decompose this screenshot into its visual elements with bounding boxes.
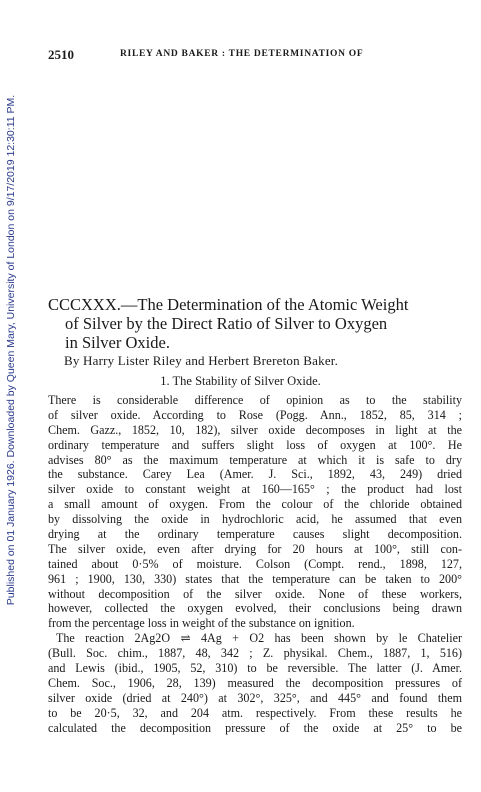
body-line: a small amount of oxygen. From the colour of the chloride obtained [48,497,462,512]
page-number: 2510 [48,47,74,62]
section-heading: 1. The Stability of Silver Oxide. [160,374,321,388]
body-line: The reaction 2Ag2O ⇌ 4Ag + O2 has been shown by le Chatelier [56,631,462,646]
body-line: silver oxide (dried at 240°) at 302°, 325°, and 445° and found them [48,690,462,705]
body-line: calculated the decomposition pressure of the oxide at 25° to be [48,720,462,735]
body-line: advises 80° as the maximum temperature at which it is safe to dry [48,452,462,467]
body-text [48,393,462,735]
body-line: There is considerable difference of opinion as to the stability [48,393,462,407]
download-stamp-text: Published on 01 January 1926. Downloaded by Queen Mary, University of London on 9/17/2019 12:30:11 PM. [5,94,17,606]
body-line: 961 ; 1900, 130, 330) states that the temperature can be taken to 200° [48,571,462,586]
body-line: silver oxide to constant weight at 160—165° ; the product had lost [48,482,462,497]
body-line: the substance. Carey Lea (Amer. J. Sci., 1892, 43, 249) dried [48,467,462,482]
title-line-2: of Silver by the Direct Ratio of Silver to Oxygen [65,314,388,333]
body-line: tained about 0·5% of moisture. Colson (Compt. rend., 1898, 127, [48,556,462,571]
title-line-3: in Silver Oxide. [65,333,170,352]
running-head-title: RILEY AND BAKER : THE DETERMINATION OF [120,49,364,59]
byline: By Harry Lister Riley and Herbert Brereton Baker. [64,353,339,368]
body-line: from the percentage loss in weight of the substance on ignition. [48,616,355,631]
body-line: without decomposition of the silver oxide. None of these workers, [48,586,462,601]
article-title [48,295,468,352]
body-line: The silver oxide, even after drying for 20 hours at 100°, still con- [48,541,462,556]
title-line-1: CCCXXX.—The Determination of the Atomic Weight [48,295,409,314]
body-line: drying at the ordinary temperature causes slight decomposition. [48,527,462,542]
body-line: of silver oxide. According to Rose (Pogg. Ann., 1852, 85, 314 ; [48,407,462,422]
download-stamp [2,40,20,660]
body-line: and Lewis (ibid., 1905, 52, 310) to be reversible. The latter (J. Amer. [48,661,462,676]
running-head [48,47,463,65]
body-line: ordinary temperature and suffers slight loss of oxygen at 100°. He [48,437,462,452]
body-line: by dissolving the oxide in hydrochloric acid, he assumed that even [48,512,462,527]
body-line: to be 20·5, 32, and 204 atm. respectively. From these results he [48,705,462,720]
body-line: Chem. Gazz., 1852, 10, 182), silver oxide decomposes in light at the [48,422,462,437]
body-line: however, collected the oxygen evolved, their conclusions being drawn [48,601,462,616]
body-line: Chem. Soc., 1906, 28, 139) measured the decomposition pressures of [48,675,462,690]
body-line: (Bull. Soc. chim., 1887, 48, 342 ; Z. physikal. Chem., 1887, 1, 516) [48,646,462,661]
